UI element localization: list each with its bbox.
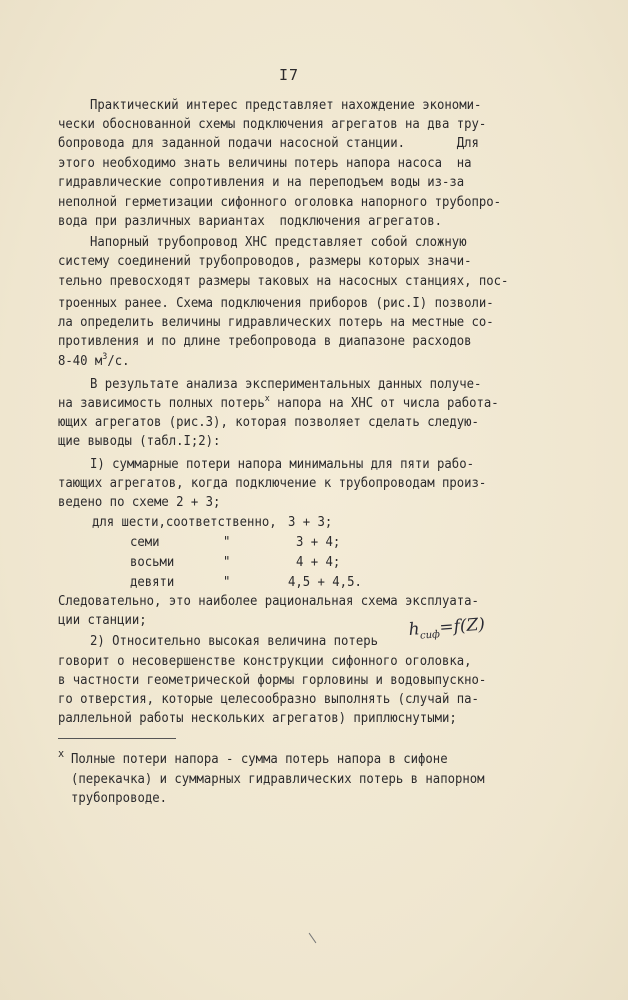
text-line: гидравлические сопротивления и на переподъем воды из-за [58,175,465,190]
ditto-mark: " [223,555,231,570]
text-fragment: на зависимость полных потерь [58,396,265,411]
text-line: щие выводы (табл.I;2): [58,434,221,449]
text-line: тающих агрегатов, когда подключение к трубопроводам произ- [58,476,487,491]
ditto-mark: " [223,575,231,590]
footnote-ref: х [264,394,270,404]
text-line: Практический интерес представляет нахождение экономи- [90,98,482,113]
formula-rest: =f(Z) [438,614,486,638]
text-line: чески обоснованной схемы подключения агрегатов на два тру- [58,117,487,132]
text-line: Полные потери напора - сумма потерь напора в сифоне [71,752,448,767]
text-line: В результате анализа экспериментальных данных получе- [90,377,482,392]
text-line: ла определить величины гидравлических потерь на местные со- [58,315,494,330]
text-line: тельно превосходят размеры таковых на насосных станциях, пос- [58,274,509,289]
ditto-mark: " [223,535,231,550]
scheme-value: 4 + 4; [296,555,341,570]
text-line [58,394,499,415]
text-line: ведено по схеме 2 + 3; [58,495,221,510]
text-line: Напорный трубопровод ХНС представляет собой сложную [90,235,467,250]
text-line: го отверстия, которые целесообразно выполнять (случай па- [58,692,479,707]
page-number: I7 [279,66,300,84]
range-prefix: 8-40 м [58,354,103,369]
text-line: бопровода для заданной подачи насосной станции. Для [58,136,479,151]
stray-mark [309,933,317,943]
scheme-label: для шести,соответственно, [92,515,277,530]
scheme-label: семи [130,535,160,550]
scheme-value: 3 + 4; [296,535,341,550]
range-superscript: 3 [102,352,108,362]
text-line: Следовательно, это наиболее рациональная схема эксплуата- [58,594,479,609]
text-line: раллельной работы нескольких агрегатов) приплюснутыми; [58,711,457,726]
text-line: вода при различных вариантах подключения агрегатов. [58,214,442,229]
text-line: трубопроводе. [71,791,167,806]
scheme-label: восьми [130,555,175,570]
range-suffix: /с. [107,354,130,369]
text-line: этого необходимо знать величины потерь напора насоса на [58,156,472,171]
text-line: систему соединений трубопроводов, размеры которых значи- [58,254,472,269]
text-line: неполной герметизации сифонного оголовка напорного трубопро- [58,195,502,210]
text-line: троенных ранее. Схема подключения приборов (рис.I) позволи- [58,296,494,311]
formula-h: h [408,619,421,640]
scheme-value: 3 + 3; [288,515,333,530]
text-line: ции станции; [58,613,147,628]
flow-range-line [58,352,130,373]
text-line: 2) Относительно высокая величина потерь [90,634,378,649]
text-line: в частности геометрической формы горловины и водовыпускно- [58,673,487,688]
scheme-value: 4,5 + 4,5. [288,575,362,590]
text-fragment: напора на ХНС от числа работа- [269,396,499,411]
text-line: I) суммарные потери напора минимальны для пяти рабо- [90,457,474,472]
text-line: ющих агрегатов (рис.3), которая позволяет сделать следую- [58,415,479,430]
footnote-marker: х [58,747,65,760]
scheme-label: девяти [130,575,175,590]
text-line: говорит о несовершенстве конструкции сифонного оголовка, [58,654,472,669]
handwritten-formula [408,615,486,643]
footnote-separator [58,738,176,739]
text-line: (перекачка) и суммарных гидравлических потерь в напорном [71,772,485,787]
text-line: противления и по длине требопровода в диапазоне расходов [58,334,472,349]
formula-subscript: сиф [419,629,441,642]
